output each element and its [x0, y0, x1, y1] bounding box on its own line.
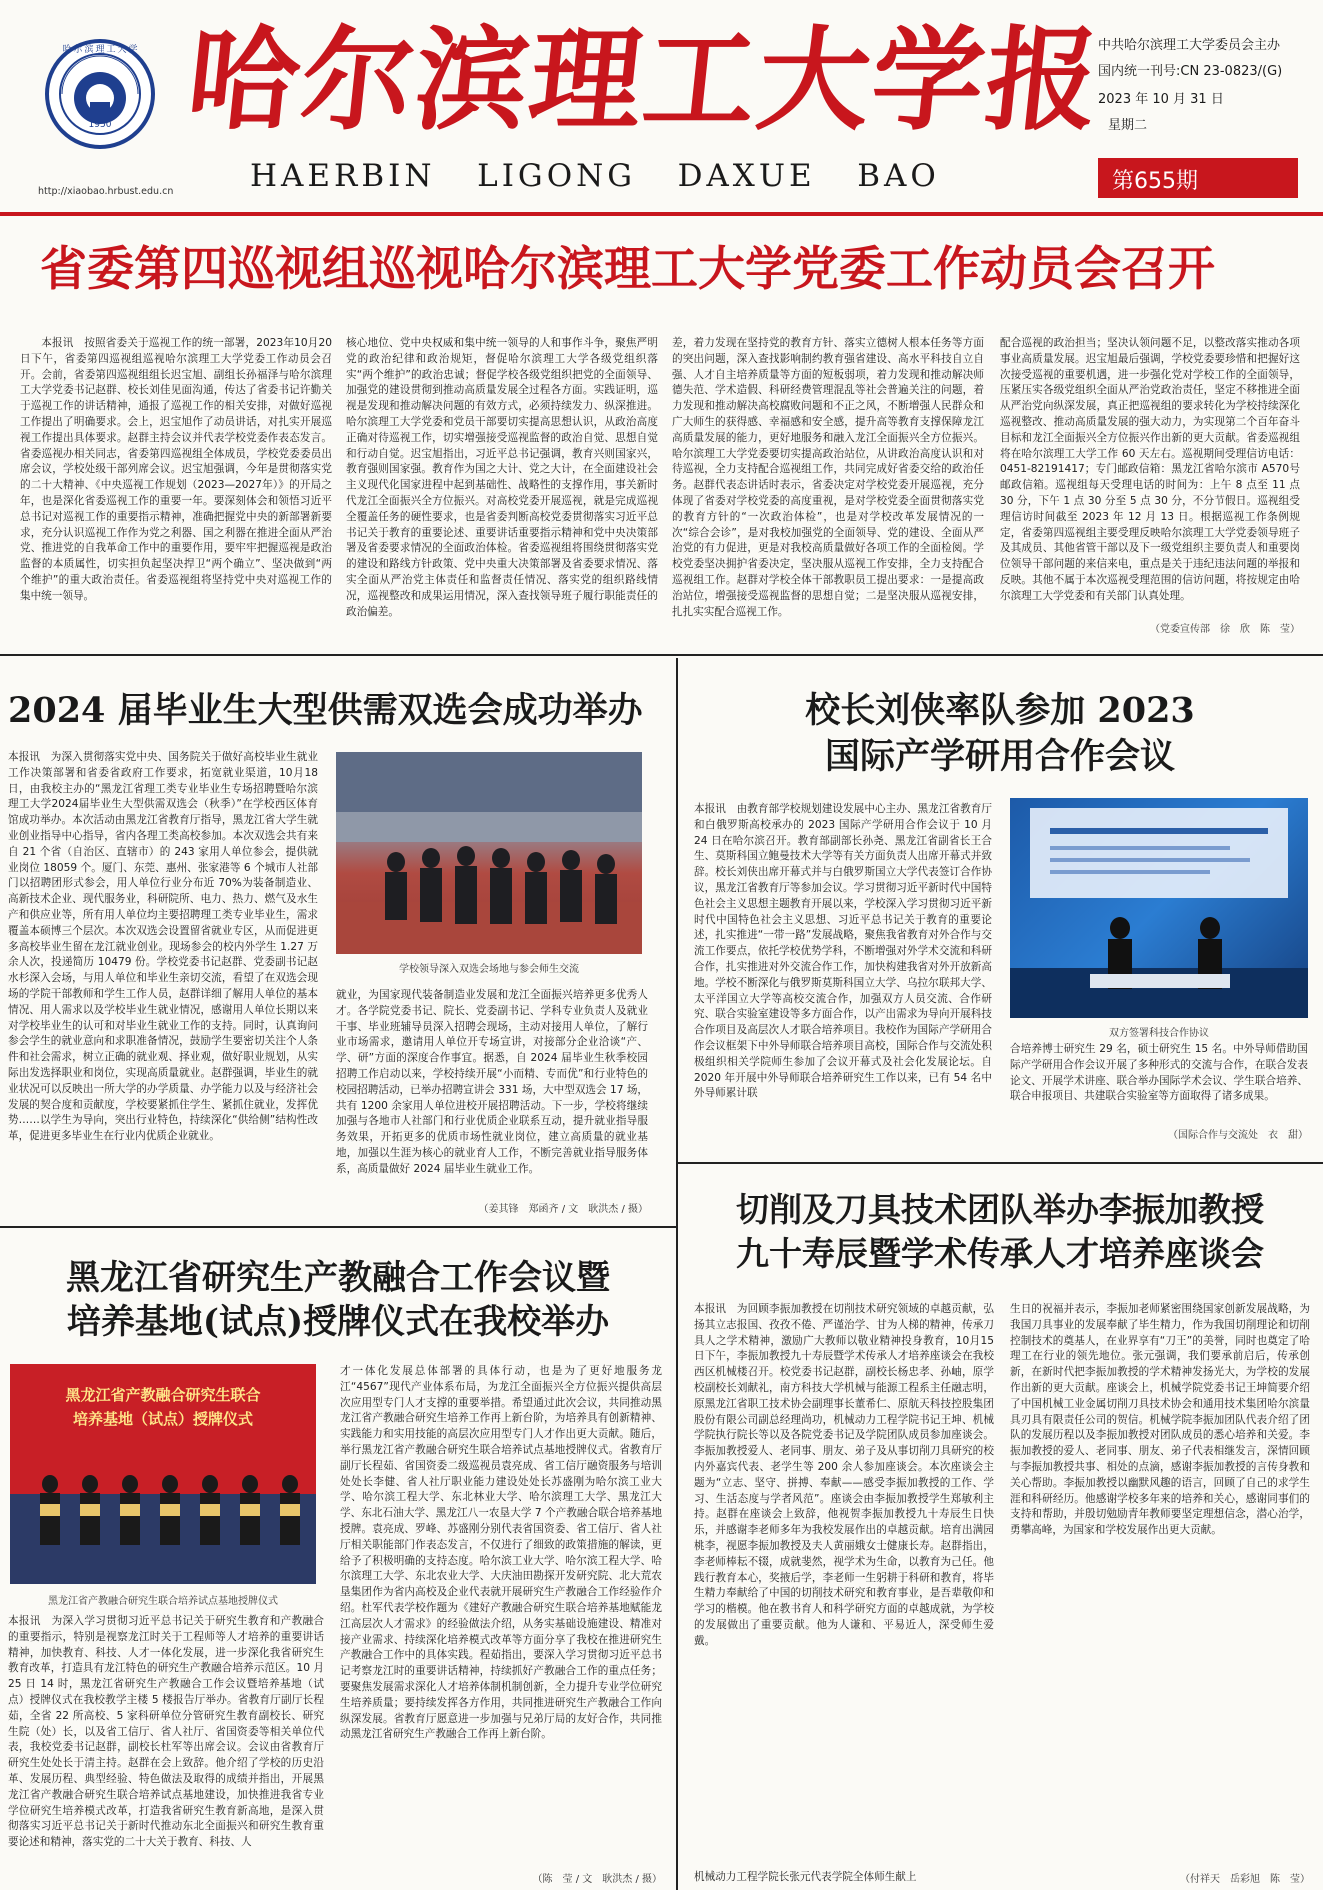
column-rule-vertical [676, 658, 678, 1890]
issue-number-badge [1098, 158, 1298, 198]
masthead [0, 0, 1323, 210]
sponsor: 中共哈尔滨理工大学委员会主办 [1098, 38, 1281, 53]
logo-text: 哈尔滨理工大学 [62, 45, 140, 55]
president-photo [1010, 798, 1308, 1018]
section-rule-3 [678, 1162, 1323, 1164]
president-headline-line-1: 校长刘侠率队参加 2023 [805, 690, 1195, 731]
section-rule-2 [0, 1226, 676, 1228]
cutting-text-left: 本报讯 为回顾李振加教授在切削技术研究领域的卓越贡献，弘扬其立志报国、孜孜不倦、严谨治学、甘为人梯的精神，传承刀具人之学术精神，激励广大教师以敬业精神投身教育，10月15日下午，李振加教授九十寿辰暨学术传承人才培养座谈会在我校西区机械楼召开。校党委书记赵群，副校长杨忠孝、孙岫，原学校副校长刘献礼，南方科技大学机械与能源工程系主任融志明，原黑龙江省职工技术协会副理事长董希仁、原航天科技控股集团股份有限公司副总经理尚功，机械动力工程学院书记王坤、机械学院执行院长等以及各院党委书记及学院团队成员参加座谈会。李振加教授爱人、老同事、朋友、弟子及从事切削刀具研究的校内外嘉宾代表、老学生等 200 余人参加座谈会。本次座谈会主题为“立志、坚守、拼搏、奉献——感受李振加教授的工作、学习、生活态度与学者风范”。座谈会由李振加教授学生郑敏利主持。赵群在座谈会上致辞，他视贺李振加教授九十寿辰生日快乐，并感谢李老师多年为我校发展作出的卓越贡献。培育出满园桃李，视愿李振加教授及夫人黄丽娥女士健康长寿。赵群指出，李老师棒耘不辍，成就斐然，视学术为生命，以教育为己任。他践行教育本心，奖掖后学，李老师一生躬耕于科研和教育，将毕生精力奉献给了中国的切削技术研究和教育事业，是吾辈敬仰和学习的楷模。他在教书育人和科学研究方面的卓越成就，为学校的发展做出了重要贡献。他为人谦和、平易近人，深受师生爱戴。 [694, 1303, 994, 1647]
photo-banner-line-2: 培养基地（试点）授牌仪式 [72, 1410, 253, 1428]
section-rule-1 [0, 654, 1323, 656]
president-text-right: 合培养博士研究生 29 名，硕士研究生 15 名。中外导师借助国际产学研用合作会议开展了多种形式的交流与合作，在联合发表论文、开展学术讲座、联合举办国际学术会议、学生联合培养、联合申报项目、共建联合实验室等方面取得了诸多成果。 [1010, 1043, 1308, 1103]
heilongjiang-headline-line-2: 培养基地(试点)授牌仪式在我校举办 [66, 1302, 610, 1342]
newspaper-title: 哈尔滨理工大学报 [181, 15, 1107, 146]
heilongjiang-caption: 黑龙江省产教融合研究生联合培养试点基地授牌仪式 [48, 1596, 278, 1607]
president-caption: 双方签署科技合作协议 [1109, 1028, 1209, 1039]
jobfair-credit: （姜其锋 郑函齐 / 文 耿洪杰 / 摄） [478, 1204, 648, 1215]
issue-number: 第655期 [1112, 169, 1198, 194]
lead-credit: （党委宣传部 徐 欣 陈 莹） [1150, 624, 1300, 635]
lead-col-3: 差，着力发现在坚持党的教育方针、落实立德树人根本任务等方面的突出问题，深入查找影响制约教育强省建设、高水平科技自立自强、人才自主培养质量等方面的短板弱项，着力发现和推动解决师德失范、学术造假、科研经费管理混乱等社会普遍关注的问题，着力发现和推动解决高校腐败问题和不正之风，不断增强人民群众和广大师生的获得感、幸福感和安全感，提升高等教育支撑保障龙江高质量发展的能力，更好地服务和融入龙江全面振兴全方位振兴。哈尔滨理工大学党委要切实提高政治站位，从讲政治高度认识和对待巡视，全力支持配合巡视组工作，共同完成好省委交给的政治任务。赵群代表态讲话时表示，省委决定对学校党委开展巡视，充分体现了省委对学校党委的高度重视，是对学校党委全面贯彻落实党的教育方针的“一次政治体检”，也是对学校改革发展情况的一次“综合会诊”，是对我校加强党的全面领导、党的建设、全面从严治党的有力促进，更是对我校高质量做好各项工作的全面检阅。学校党委坚决拥护省委决定，坚决服从巡视工作安排，全力支持配合巡视组工作。赵群对学校全体干部教职员工提出要求：一是提高政治站位，增强接受巡视监督的思想自觉；二是坚决服从巡视安排，扎扎实实配合巡视工作。 [672, 337, 984, 618]
heilongjiang-text-left: 本报讯 为深入学习贯彻习近平总书记关于研究生教育和产教融合的重要指示，特别是视察龙江时关于工程师等人才培养的重要讲话精神，加快教育、科技、人才一体化发展，进一步深化我省研究生教育改革，打造具有龙江特色的研究生产教融合培养示范区。10 月 25 日 14 时，黑龙江省研究生产教融合工作会议暨培养基地（试点）授牌仪式在我校教学主楼 5 楼报告厅举办。省教育厅副厅长程茹，全省 22 所高校、5 家科研单位分管研究生教育副校长、研究生院（处）长，以及省工信厅、省人社厅、省国资委等相关单位代表，我校党委书记赵群，副校长杜军等出席会议。会议由省教育厅研究生处处长于清主持。赵群在会上致辞。他介绍了学校的历史沿革、发展历程、典型经验、特色做法及取得的成绩并指出，开展黑龙江省产教融合研究生联合培养试点基地建设，加快推进我省专业学位研究生培养模式改革，打造我省研究生教育新高地，是深入贯彻落实习近平总书记关于新时代推动东北全面振兴和研究生教育重要论述和精神，落实党的二十大关于教育、科技、人 [8, 1615, 324, 1849]
heilongjiang-text-right: 才一体化发展总体部署的具体行动，也是为了更好地服务龙江“4567”现代产业体系布局，为龙江全面振兴全方位振兴提供高层次应用型专门人才支撑的重要举措。希望通过此次会议，共同推动黑龙江省产教融合研究生培养工作再上新台阶，为培养具有创新精神、实践能力和实用技能的高层次应用型专门人才作出更大贡献。随后，举行黑龙江省产教融合研究生联合培养试点基地授牌仪式。省教育厅副厅长程茹、省国资委二级巡视员袁亮成、省工信厅融资服务与培训处处长李健、省人社厅职业能力建设处处长苏盛刚为哈尔滨工业大学、哈尔滨工程大学、东北林业大学、哈尔滨理工大学、黑龙江大学、东北石油大学、黑龙江八一农垦大学 7 个产教融合联合培养基地授牌。袁亮成、罗峰、苏盛刚分别代表省国资委、省工信厅、省人社厅相关职能部门作表态发言，不仅进行了细致的政策措施的解读，更给予了积极明确的支持态度。哈尔滨工业大学、哈尔滨工程大学、哈尔滨理工大学、东北农业大学、大庆油田勘探开发研究院、北大荒农垦集团作为省内高校及企业代表就开展研究生产教融合工作经验作介绍。杜军代表学校作题为《建好产教融合研究生联合培养基地赋能龙江高层次人才需求》的经验做法介绍，从务实基础设施建设、精准对接产业需求、持续深化培养模式改革等方面分享了我校在推进研究生产教融合工作中的具体实践。程茹指出，要深入学习贯彻习近平总书记考察龙江时的重要讲话精神，持续抓好产教融合工作的重点任务；要聚焦发展需求深化人才培养体制机制创新，全力提升专业学位研究生培养质量；要持续发挥各方作用，共同推进研究生产教融合工作向纵深发展。省教育厅愿意进一步加强与兄弟厅局的友好合作，共同推动黑龙江省研究生产教融合工作再上新台阶。 [340, 1365, 662, 1741]
masthead-rule [0, 212, 1323, 216]
cutting-headline-line-1: 切削及刀具技术团队举办李振加教授 [736, 1190, 1264, 1229]
weekday: 星期二 [1108, 118, 1148, 133]
issn: 国内统一刊号:CN 23-0823/(G) [1098, 64, 1283, 79]
photo-banner-line-1: 黑龙江省产教融合研究生联合 [65, 1386, 261, 1404]
logo-year: 1950 [88, 120, 112, 130]
jobfair-text-left: 本报讯 为深入贯彻落实党中央、国务院关于做好高校毕业生就业工作决策部署和省委省政府工作要求，拓宽就业渠道，10月18日，由我校主办的“黑龙江省理工类专业毕业生专场招聘暨哈尔滨理工大学2024届毕业生大型供需双选会（秋季）”在学校西区体育馆成功举办。本次活动由黑龙江省教育厅指导，黑龙江省大学生就业创业指导中心指导，省内各理工类高校参加。本次双选会共有来自 21 个省（自治区、直辖市）的 243 家用人单位参会，提供就业岗位 18059 个。厦门、东莞、惠州、张家港等 6 个城市人社部门以招聘团形式参会，用人单位行业分布近 70%为装备制造业、高新技术企业、现代服务业，科研院所、电力、热力、燃气及水生产和供应业等，所有用人单位均主要招聘理工类专业毕业生，需求覆盖本硕博三个层次。本次双选会设置留省就业专区，从而促进更多高校毕业生留在龙江就业创业。现场参会的校内外学生 1.27 万余人次，投递简历 10479 份。学校党委书记赵群、党委副书记赵水杉深入会场，与用人单位和毕业生亲切交流，看望了在双选会现场的学院干部教师和学生工作人员，赵群详细了解用人单位的基本情况、用人需求以及学校毕业生就业情况，感谢用人单位长期以来对学校毕业生的认可和对毕业生就业工作的支持。同时，认真询问参会学生的就业意向和求职准备情况，鼓励学生要密切关注个人条件和社会需求，树立正确的就业观、择业观，做好职业规划，从实际出发选择职业和岗位，实现高质量就业。赵群强调，毕业生的就业状况可以反映出一所大学的办学质量、办学能力以及与经济社会发展的契合度和贡献度，学校要紧抓住学生、紧抓住就业，发挥优势……以学生为导向，突出行业特色，持续深化“供给侧”结构性改革，促进更多毕业生在行业内优质企业就业。 [8, 751, 318, 1143]
issue-date: 2023 年 10 月 31 日 [1098, 92, 1224, 107]
lead-col-2: 核心地位、党中央权威和集中统一领导的人和事作斗争，聚焦严明党的政治纪律和政治规矩，督促哈尔滨理工大学各级党组织落实“两个维护”的政治忠诚；督促学校各级党组织把党的全面领导、加强党的建设贯彻到推动高质量发展全过程各方面。实践证明，巡视是发现和推动解决问题的有效方式，必须持续发力、纵深推进。哈尔滨理工大学党委和党员干部要切实提高思想认识，从政治高度正确对待巡视工作，切实增强接受巡视监督的政治自觉、思想自觉和行动自觉。迟宝旭指出，习近平总书记强调，教育兴则国家兴，教育强则国家强。教育作为国之大计、党之大计，在全面建设社会主义现代化国家进程中起到基础性、战略性的支撑作用，事关新时代龙江全面振兴全方位振兴。对高校党委开展巡视，就是完成巡视全覆盖任务的硬性要求，也是省委判断高校党委贯彻落实习近平总书记关于教育的重要论述、重要讲话重要指示精神和党中央决策部署及省委要求情况的全面政治体检。省委巡视组将围绕贯彻落实党的建设和路线方针政策、党中央重大决策部署及省委要求情况、落实全面从严治党主体责任和监督责任情况、落实党的组织路线情况，巡视整改和成果运用情况，深入查找领导班子履行职能责任的政治偏差。 [346, 337, 658, 618]
cutting-headline-line-2: 九十寿辰暨学术传承人才培养座谈会 [736, 1234, 1264, 1273]
president-headline-line-2: 国际产学研用合作会议 [824, 736, 1175, 777]
heilongjiang-credit: （陈 莹 / 文 耿洪杰 / 摄） [532, 1874, 662, 1885]
jobfair-headline: 2024 届毕业生大型供需双选会成功举办 [8, 690, 643, 731]
cutting-credit: （付祥天 岳彩旭 陈 莹） [1180, 1874, 1310, 1885]
lead-col-4: 配合巡视的政治担当；坚决认领问题不足，以整改落实推动各项事业高质量发展。迟宝旭最后强调，学校党委要珍惜和把握好这次接受巡视的重要机遇，进一步强化党对学校工作的全面领导，压紧压实各级党组织全面从严治党政治责任，坚定不移推进全面从严治党向纵深发展，真正把巡视组的要求转化为学校持续深化巡视整改、推动高质量发展的强大动力，为实现第二个百年奋斗目标和龙江全面振兴全方位振兴作出新的更大贡献。省委巡视组将在哈尔滨理工大学工作 60 天左右。巡视期间受理信访电话：0451-82191417；专门邮政信箱：黑龙江省哈尔滨市 A570号邮政信箱。巡视组每天受理电话的时间为：上午 8 点至 11 点 30 分，下午 1 点 30 分至 5 点 30 分，不分节假日。巡视组受理信访时间截至 2023 年 12 月 13 日。根据巡视工作条例规定，省委第四巡视组主要受理反映哈尔滨理工大学党委领导班子及其成员、其他省管干部以及下一级党组织主要负责人和重要岗位领导干部问题的来信来电，重点是关于违纪违法问题的举报和反映。其他不属于本次巡视受理范围的信访问题，将按规定由哈尔滨理工大学党委和有关部门认真处理。 [1000, 337, 1300, 602]
heilongjiang-photo [10, 1364, 316, 1584]
newspaper-pinyin: HAERBIN LIGONG DAXUE BAO [250, 158, 940, 194]
president-text-left: 本报讯 由教育部学校规划建设发展中心主办、黑龙江省教育厅和白俄罗斯高校承办的 2023 国际产学研用合作会议于 10 月 24 日在哈尔滨召开。教育部副部长孙尧、黑龙江省副省长王合生、莫斯科国立鲍曼技术大学等有关方面负责人出席开幕式并致辞。校长刘侠出席开幕式并与白俄罗斯国立大学代表签订合作协议，黑龙江省教育厅等参加会议。学习贯彻习近平新时代中国特色社会主义思想主题教育开展以来，学校深入学习贯彻习近平新时代中国特色社会主义思想、习近平总书记关于教育的重要论述，扎实推进“一带一路”发展战略，聚焦我省教育对外合作与交流工作要点，依托学校优势学科，不断增强对外学术交流和科研合作，扎实推进对外交流合作工作，加快构建我省对外开放新高地。学校不断深化与俄罗斯莫斯科国立大学、乌拉尔联邦大学、太平洋国立大学等高校交流合作，加强双方人员交流、合作研究、联合实验室建设等多方面合作，以产出需求为导向开展科技合作项目及高层次人才联合培养项目。我校作为国际产学研用合作会议框架下中外导师联合培养项目高校，国际合作与交流处积极组织相关学院师生参加了会议开幕式及社会化发展论坛。自 2020 年开展中外导师联合培养研究生工作以来，已有 54 名中外导师累计联 [694, 803, 992, 1100]
cutting-text-right: 生日的祝福并表示，李振加老师紧密围绕国家创新发展战略，为我国刀具事业的发展奉献了毕生精力，作为我国切削理论和切削控制技术的奠基人，在业界享有“刀王”的美誉，同时也奠定了哈理工在行业的领先地位。张元强调，我们要承前启后，传承创新，在新时代把李振加教授的学术精神发扬光大，为学校的发展作出新的更大贡献。座谈会上，机械学院党委书记王坤简要介绍了中国机械工业金属切削刀具技术协会和通用技术集团哈尔滨量具刃具有限责任公司的贺信。机械学院李振加团队代表介绍了团队的发展历程以及李振加教授对团队成员的悉心培养和关爱。李振加教授的爱人、老同事、朋友、弟子代表相继发言，深情回顾与李振加教授共事、相处的点滴，感谢李振加教授的言传身教和关心帮助。李振加教授以幽默风趣的语言，回顾了自己的求学生涯和科研经历。他感谢学校多年来的培养和关心，感谢同事们的支持和帮助，并殷切勉励青年教师要坚定理想信念，潜心治学，勇攀高峰，为国家和学校发展作出更大贡献。 [1010, 1303, 1310, 1537]
lead-headline: 省委第四巡视组巡视哈尔滨理工大学党委工作动员会召开 [40, 242, 1215, 297]
heilongjiang-headline-line-1: 黑龙江省研究生产教融合工作会议暨 [66, 1258, 610, 1298]
jobfair-caption: 学校领导深入双选会场地与参会师生交流 [399, 964, 579, 975]
jobfair-photo [336, 752, 642, 954]
cutting-text-bottom: 机械动力工程学院长张元代表学院全体师生献上 [694, 1871, 917, 1883]
jobfair-text-right: 就业，为国家现代装备制造业发展和龙江全面振兴培养更多优秀人才。各学院党委书记、院长、党委副书记、学科专业负责人及就业干事、毕业班辅导员深入招聘会现场，主动对接用人单位，了解行业市场需求，邀请用人单位开专场宣讲，对接部分企业洽谈“产、学、研”方面的深度合作事宜。据悉，自 2024 届毕业生秋季校园招聘工作启动以来，学校持续开展“小而精、专而优”和行业特色的校园招聘活动，已举办招聘宣讲会 331 场，大中型双选会 17 场，共有 1200 余家用人单位进校开展招聘活动。下一步，学校将继续加强与各地市人社部门和行业优质企业联系互动，提升就业指导服务效果，开拓更多的优质市场性就业岗位，建立高质量的就业基地，加强以生涯为核心的就业育人工作，不断完善就业指导服务体系，高质量做好 2024 届毕业生就业工作。 [336, 989, 648, 1175]
president-credit: （国际合作与交流处 衣 甜） [1168, 1130, 1308, 1141]
site-url[interactable]: http://xiaobao.hrbust.edu.cn [38, 186, 174, 197]
lead-col-1: 本报讯 按照省委关于巡视工作的统一部署，2023年10月20日下午，省委第四巡视组巡视哈尔滨理工大学党委工作动员会召开。会前，省委第四巡视组组长迟宝旭、副组长孙福泽与哈尔滨理工大学党委书记赵群、校长刘佳见面沟通，传达了省委书记许勤关于巡视工作的讲话精神，通报了巡视工作的相关安排，对做好巡视工作提出了明确要求。会上，迟宝旭作了动员讲话，对扎实开展巡视工作提出具体要求。赵群主持会议并代表学校党委作表态发言。省委巡视办相关同志，省委第四巡视组全体成员，学校党委委员出席会议，学校处级干部列席会议。迟宝旭强调，今年是贯彻落实党的二十大精神、《中央巡视工作规划（2023—2027年）》的开局之年，也是深化省委巡视工作的重要一年。要深刻体会和领悟习近平总书记对巡视工作的重要指示精神，准确把握党中央的新部署新要求，充分认识巡视工作作为党之利器、国之利器在推进全面从严治党、推进党的自我革命工作中的重要作用，要牢牢把握巡视是政治监督的本质属性，切实担负起坚决捍卫“两个确立”、坚决做到“两个维护”的重大政治责任。省委巡视组将坚持党中央对巡视工作的集中统一领导。 [20, 337, 332, 602]
